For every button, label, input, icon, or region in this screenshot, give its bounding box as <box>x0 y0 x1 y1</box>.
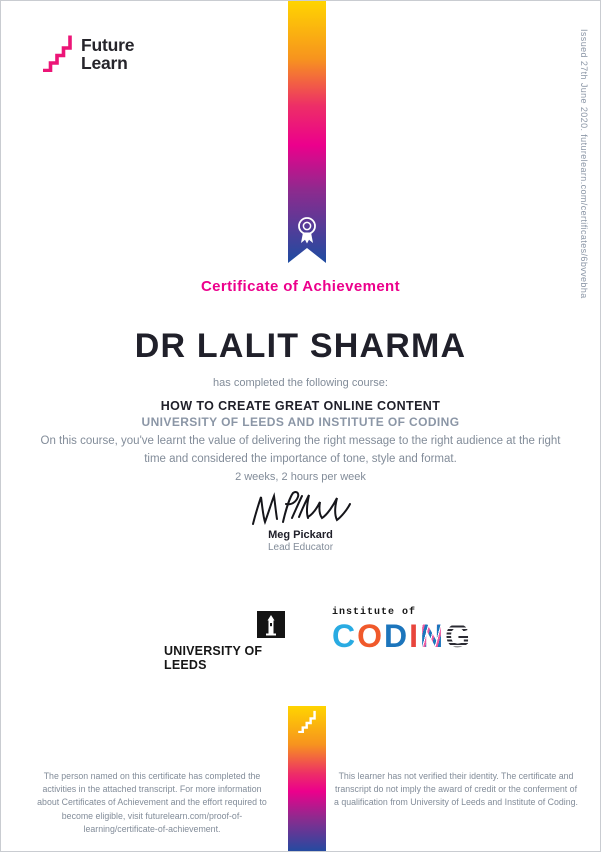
ioc-letter-d: D <box>384 618 410 654</box>
recipient-name: DR LALIT SHARMA <box>134 327 467 365</box>
ioc-letter-i: I <box>409 618 420 654</box>
footer-disclaimer-right: This learner has not verified their identity. The certificate and transcript do not imply the award of credit or the conferment of a qualification from University of Leeds and Institute of Coding. <box>333 771 578 808</box>
course-title: HOW TO CREATE GREAT ONLINE CONTENT <box>160 399 441 413</box>
ioc-letter-o: O <box>357 618 384 654</box>
leeds-crest-icon <box>257 611 285 643</box>
ioc-wordmark <box>332 620 472 652</box>
ribbon-stairs-icon <box>288 710 326 738</box>
course-duration: 2 weeks, 2 hours per week <box>235 471 366 483</box>
course-providers: UNIVERSITY OF LEEDS AND INSTITUTE OF CODING <box>141 415 460 429</box>
ioc-letter-c: C <box>332 618 358 654</box>
completion-line: has completed the following course: <box>213 377 388 389</box>
logo-word-future: Future <box>81 35 135 55</box>
certificate-heading: Certificate of Achievement <box>200 278 401 295</box>
ioc-letter-n: N <box>420 618 446 654</box>
futurelearn-wordmark <box>81 34 134 73</box>
award-rosette-icon <box>288 215 326 254</box>
course-description: On this course, you've learnt the value of delivering the right message to the right audience at the right time and considered the importance of tone, style and format. <box>40 435 561 465</box>
ioc-letter-g: G <box>445 618 472 654</box>
issued-date-line: Issued 27th June 2020. futurelearn.com/certificates/6bvvebha <box>579 29 589 299</box>
ioc-tagline: institute of <box>332 607 417 618</box>
signatory-name: Meg Pickard <box>268 529 333 541</box>
ioc-yellow-square <box>466 643 474 651</box>
footer-disclaimer-left: The person named on this certificate has completed the activities in the attached transcript. For more information about Certificates of Achievement and the effort required to become eligible, visit futurelearn.com/proof-of-learning/certificate-of-achievement. <box>37 771 267 834</box>
futurelearn-stairs-icon <box>41 34 74 77</box>
university-of-leeds-logo <box>164 611 291 672</box>
signatory-role: Lead Educator <box>267 542 334 553</box>
logo-word-learn: Learn <box>81 52 128 73</box>
leeds-wordmark: UNIVERSITY OF LEEDS <box>164 644 263 672</box>
futurelearn-logo <box>41 34 134 77</box>
institute-of-coding-logo <box>332 607 472 652</box>
